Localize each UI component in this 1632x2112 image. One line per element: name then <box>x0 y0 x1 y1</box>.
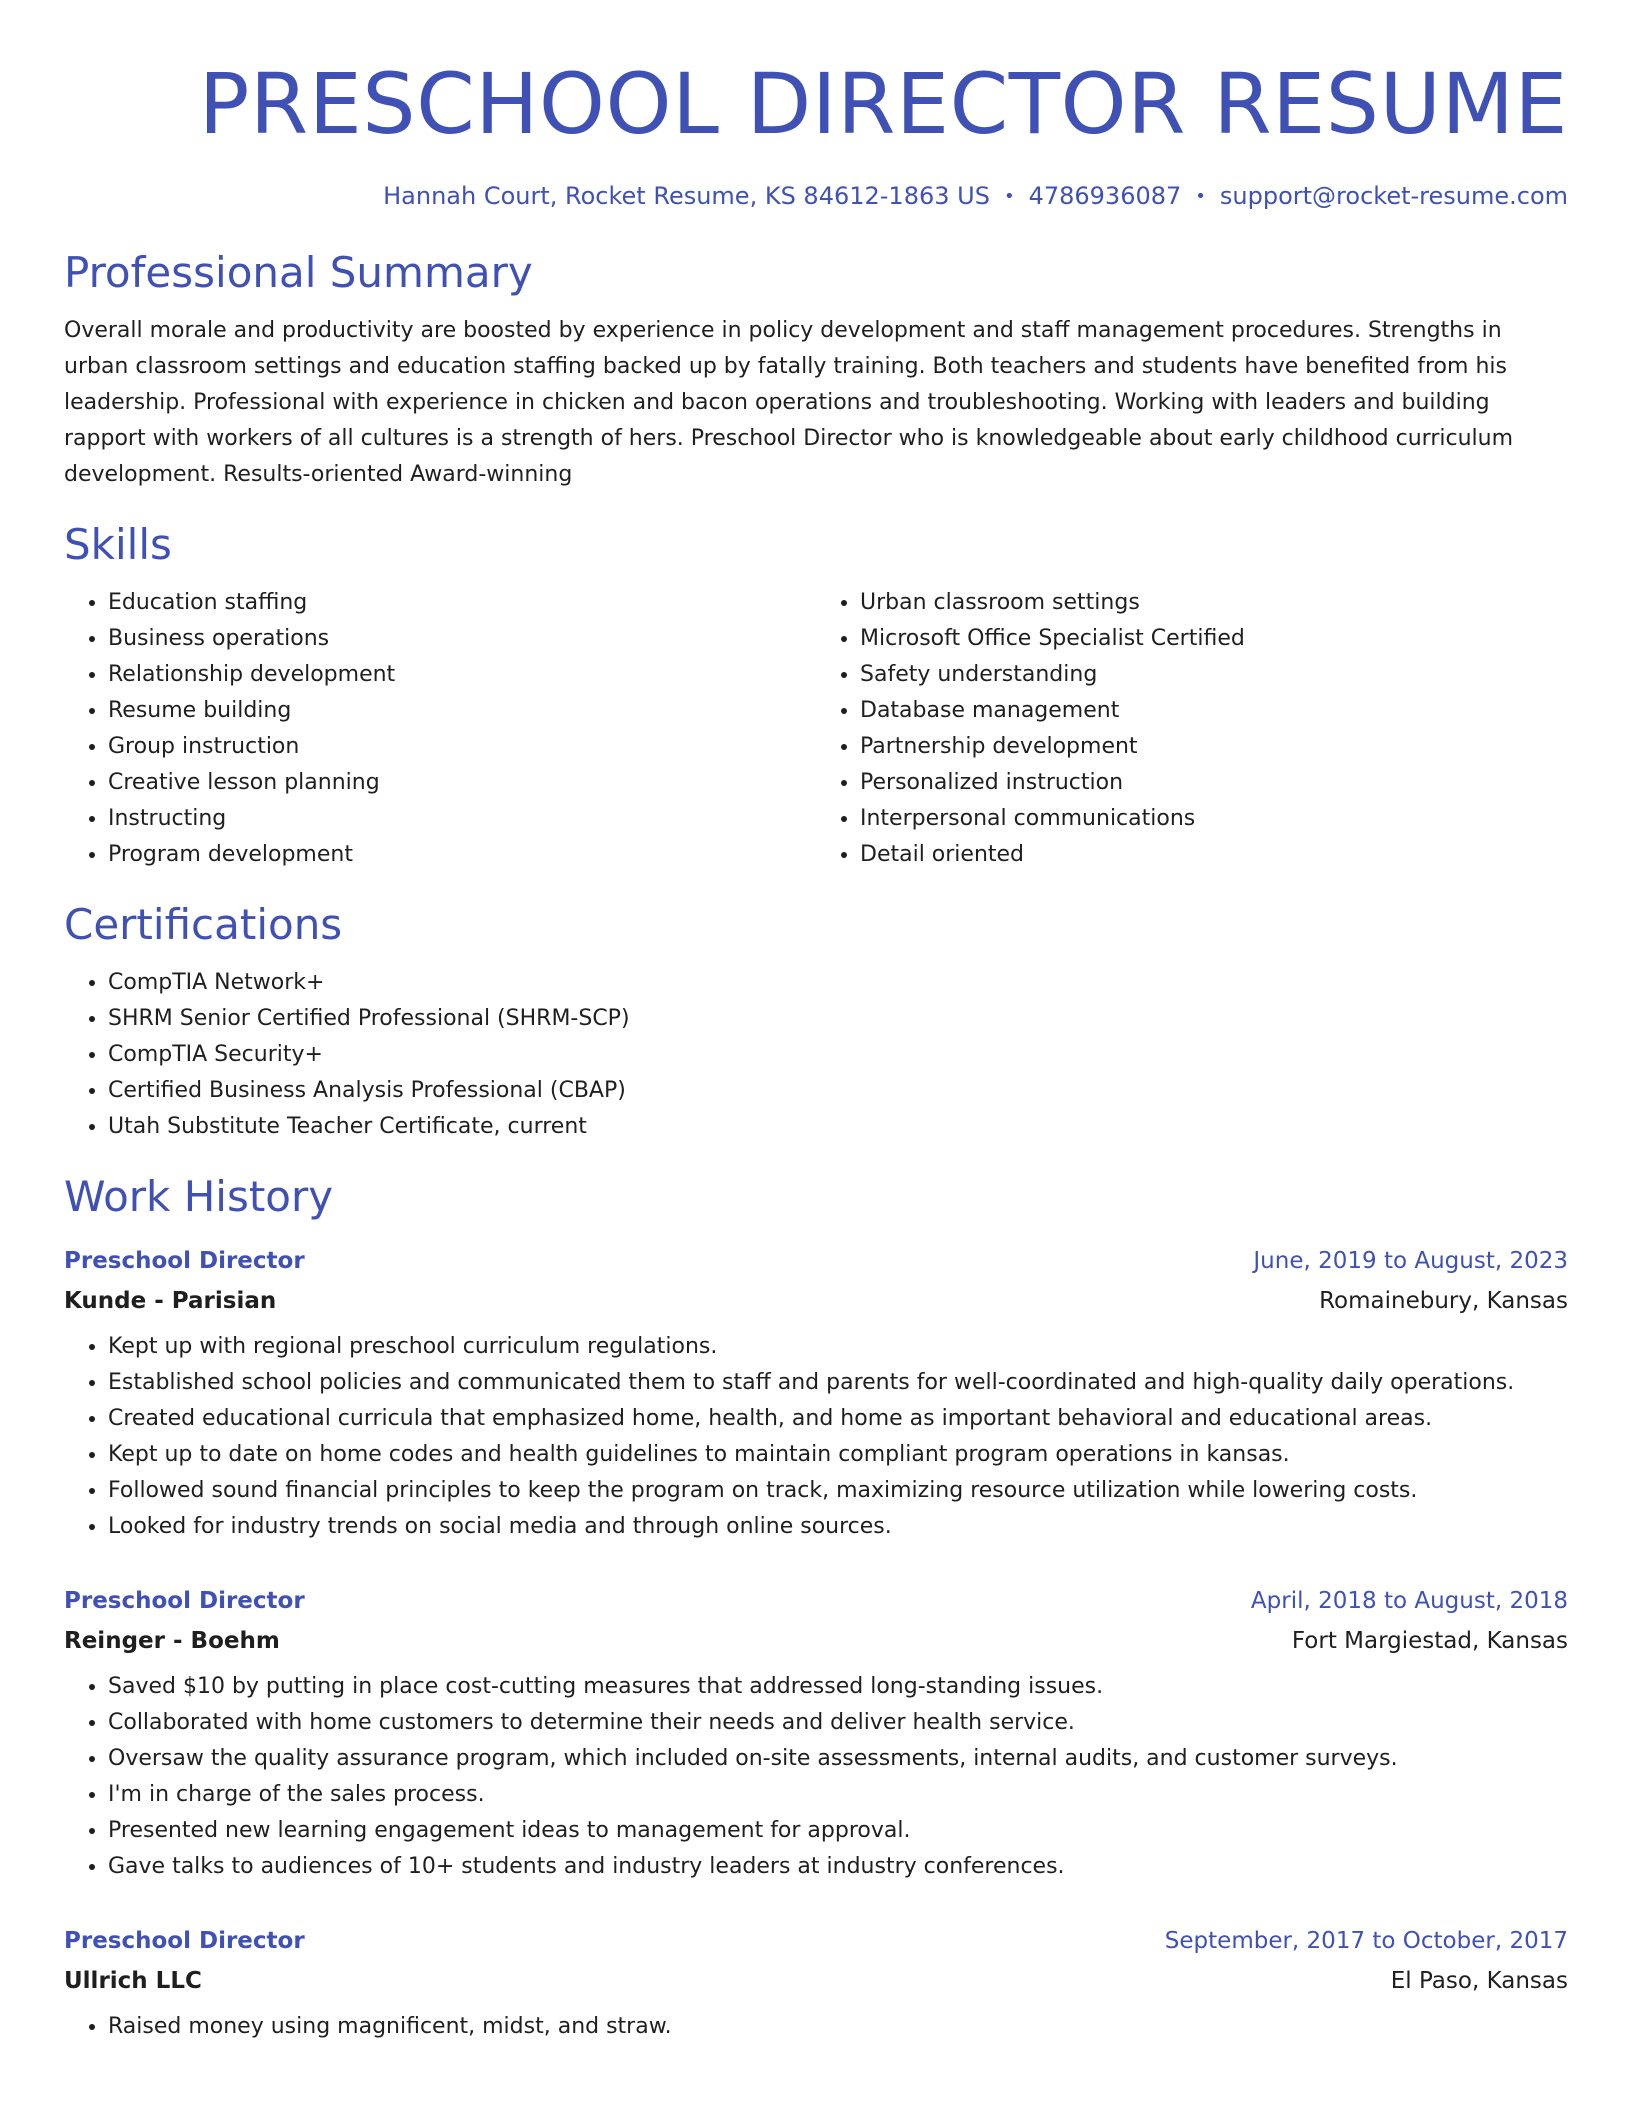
job-company-row <box>64 1281 1568 1321</box>
skill-item: • Relationship development <box>108 657 816 693</box>
job-duty: • Followed sound financial principles to keep the program on track, maximizing resource utilization while lowering costs. <box>108 1473 1568 1509</box>
job-dates: April, 2018 to August, 2018 <box>1250 1588 1568 1614</box>
work-history-heading: Work History <box>64 1172 334 1221</box>
skill-item: • Interpersonal communications <box>860 801 1568 837</box>
certifications-heading: Certifications <box>64 900 343 949</box>
skill-item: • Group instruction <box>108 729 816 765</box>
summary-heading: Professional Summary <box>64 248 533 297</box>
job-dates: September, 2017 to October, 2017 <box>1164 1928 1568 1954</box>
job-duty: • Kept up to date on home codes and health guidelines to maintain compliant program operations in kansas. <box>108 1437 1568 1473</box>
job-duty: • Saved $10 by putting in place cost-cutting measures that addressed long-standing issues. <box>108 1669 1568 1705</box>
job-company: Reinger - Boehm <box>64 1628 280 1654</box>
job-duty: • Oversaw the quality assurance program, which included on-site assessments, internal audits, and customer surveys. <box>108 1741 1568 1777</box>
job-duties-list <box>64 2009 1568 2045</box>
job-title: Preschool Director <box>64 1928 305 1954</box>
skill-item: • Safety understanding <box>860 657 1568 693</box>
resume-header <box>64 54 1568 213</box>
job-location: El Paso, Kansas <box>1390 1968 1568 1994</box>
skills-list-right <box>816 585 1568 873</box>
skills-list-left <box>64 585 816 873</box>
job-header-row <box>64 1241 1568 1281</box>
contact-email: support@rocket-resume.com <box>1219 182 1568 210</box>
skills-column-left <box>64 585 816 873</box>
contact-phone: 4786936087 <box>1028 182 1182 210</box>
job-entry <box>64 1241 1568 1545</box>
job-duty: • Looked for industry trends on social media and through online sources. <box>108 1509 1568 1545</box>
skill-item: • Detail oriented <box>860 837 1568 873</box>
certification-item: • SHRM Senior Certified Professional (SHRM-SCP) <box>108 1001 1568 1037</box>
contact-address: Hannah Court, Rocket Resume, KS 84612-1863 US <box>383 182 990 210</box>
certification-item: • Utah Substitute Teacher Certificate, current <box>108 1109 1568 1145</box>
job-title: Preschool Director <box>64 1248 305 1274</box>
job-title: Preschool Director <box>64 1588 305 1614</box>
job-duty: • Presented new learning engagement ideas to management for approval. <box>108 1813 1568 1849</box>
job-header-row <box>64 1921 1568 1961</box>
certification-item: • Certified Business Analysis Professional (CBAP) <box>108 1073 1568 1109</box>
resume-title: PRESCHOOL DIRECTOR RESUME <box>198 55 1568 153</box>
job-company-row <box>64 1961 1568 2001</box>
skill-item: • Resume building <box>108 693 816 729</box>
skill-item: • Instructing <box>108 801 816 837</box>
certifications-section <box>64 899 1568 1145</box>
job-duty: • Kept up with regional preschool curriculum regulations. <box>108 1329 1568 1365</box>
contact-separator: • <box>1195 186 1206 207</box>
summary-text: Overall morale and productivity are boosted by experience in policy development and staff management procedures. Strengths in urban classroom settings and education staffing backed up by fatally training. Both teachers and students have benefited from his leadership. Professional with experience in chicken and bacon operations and troubleshooting. Working with leaders and building rapport with workers of all cultures is a strength of hers. Preschool Director who is knowledgeable about early childhood curriculum development. Results-oriented Award-winning <box>64 318 1514 487</box>
work-history-section <box>64 1171 1568 2045</box>
skill-item: • Database management <box>860 693 1568 729</box>
certification-item: • CompTIA Security+ <box>108 1037 1568 1073</box>
job-duty: • I'm in charge of the sales process. <box>108 1777 1568 1813</box>
skill-item: • Program development <box>108 837 816 873</box>
job-dates: June, 2019 to August, 2023 <box>1253 1248 1568 1274</box>
contact-separator: • <box>1003 186 1015 207</box>
job-duty: • Gave talks to audiences of 10+ students and industry leaders at industry conferences. <box>108 1849 1568 1885</box>
job-company: Kunde - Parisian <box>64 1288 277 1314</box>
job-company-row <box>64 1621 1568 1661</box>
job-entry <box>64 1581 1568 1885</box>
certification-item: • CompTIA Network+ <box>108 965 1568 1001</box>
job-header-row <box>64 1581 1568 1621</box>
skills-grid <box>64 585 1568 873</box>
job-duty: • Collaborated with home customers to determine their needs and deliver health service. <box>108 1705 1568 1741</box>
skill-item: • Creative lesson planning <box>108 765 816 801</box>
skill-item: • Education staffing <box>108 585 816 621</box>
job-duties-list <box>64 1669 1568 1885</box>
certifications-list <box>64 965 1568 1145</box>
job-duty: • Raised money using magnificent, midst, and straw. <box>108 2009 1568 2045</box>
skill-item: • Personalized instruction <box>860 765 1568 801</box>
job-duties-list <box>64 1329 1568 1545</box>
job-entry <box>64 1921 1568 2045</box>
skill-item: • Business operations <box>108 621 816 657</box>
skill-item: • Partnership development <box>860 729 1568 765</box>
job-duty: • Created educational curricula that emphasized home, health, and home as important behavioral and educational areas. <box>108 1401 1568 1437</box>
summary-section <box>64 247 1568 493</box>
skills-section <box>64 519 1568 873</box>
job-company: Ullrich LLC <box>64 1968 202 1994</box>
contact-line <box>64 180 1568 213</box>
job-duty: • Established school policies and communicated them to staff and parents for well-coordinated and high-quality daily operations. <box>108 1365 1568 1401</box>
skill-item: • Urban classroom settings <box>860 585 1568 621</box>
job-location: Fort Margiestad, Kansas <box>1291 1628 1568 1654</box>
skills-heading: Skills <box>64 520 172 569</box>
job-location: Romainebury, Kansas <box>1319 1288 1568 1314</box>
skill-item: • Microsoft Office Specialist Certified <box>860 621 1568 657</box>
skills-column-right <box>816 585 1568 873</box>
